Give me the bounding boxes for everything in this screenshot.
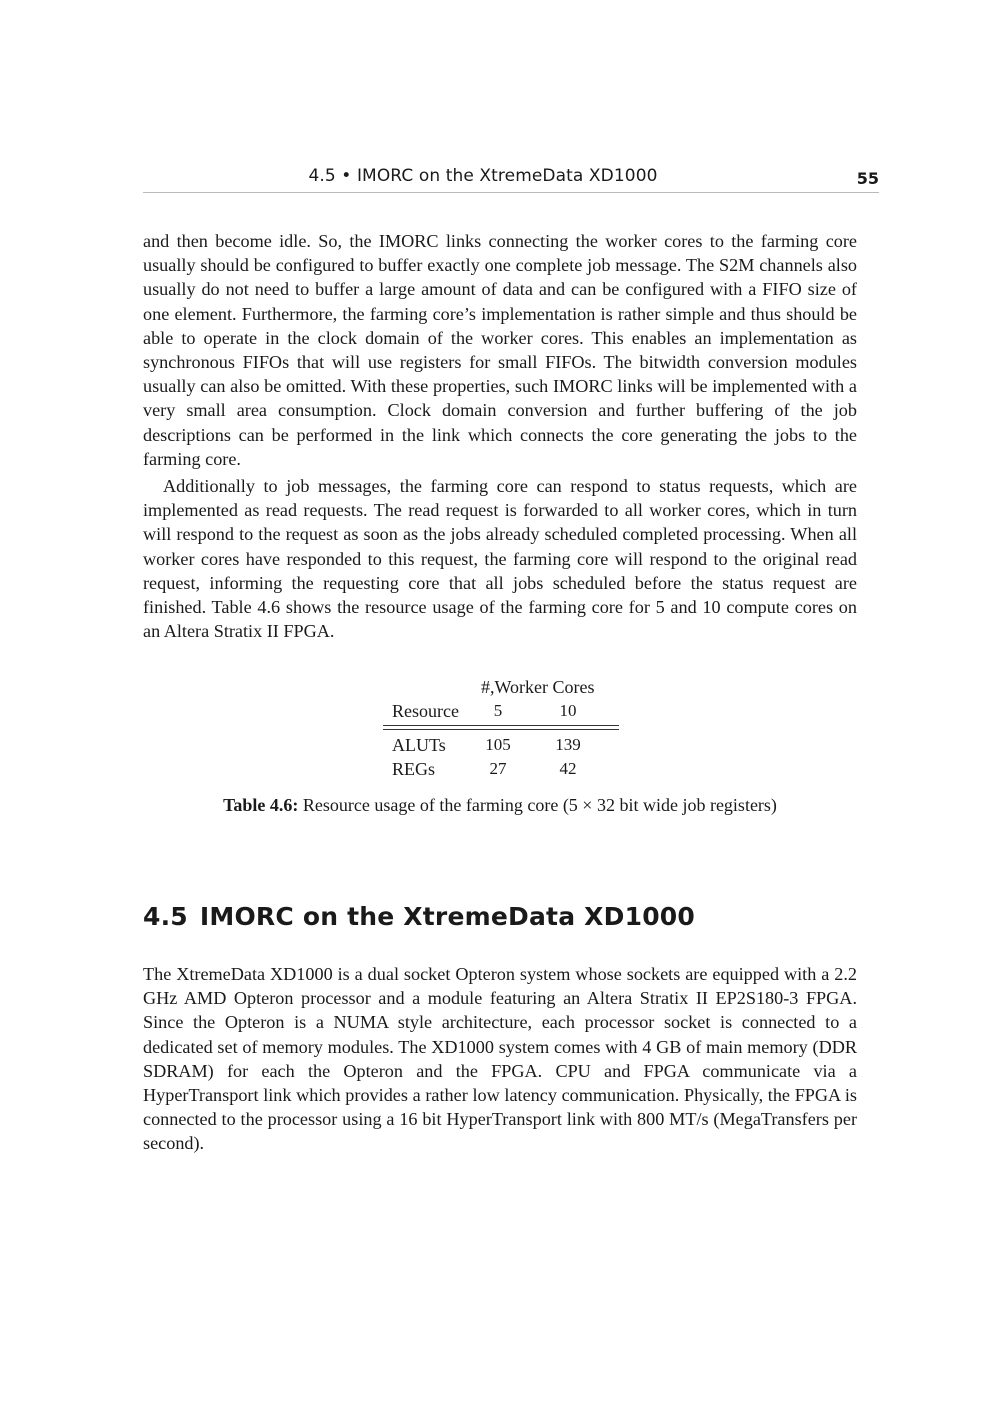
section-number: 4.5 xyxy=(143,902,188,931)
table-cell-resource: REGs xyxy=(392,759,436,779)
table-header-resource: Resource xyxy=(392,701,459,721)
table-header-row xyxy=(383,699,619,723)
resource-usage-table xyxy=(383,675,619,781)
table-caption-text: Resource usage of the farming core (5 × 32 bit wide job registers) xyxy=(302,795,777,815)
table-group-header: #,Worker Cores xyxy=(481,677,595,697)
page-number: 55 xyxy=(856,169,879,188)
table-cell-10: 42 xyxy=(559,759,577,778)
table-group-header-row xyxy=(383,675,619,699)
table-cell-5: 105 xyxy=(485,735,511,754)
table-double-rule xyxy=(383,725,619,730)
table-cell-10: 139 xyxy=(555,735,581,754)
running-header-title: 4.5 • IMORC on the XtremeData XD1000 xyxy=(308,166,658,186)
paragraph-2: Additionally to job messages, the farming core can respond to status requests, which are implemented as read requests. The read request is forwarded to all worker cores, which in turn will respond to the request as soon as the jobs already scheduled completed processing. When all worker cores have responded to this request, the farming core will respond to the original read request, informing the requesting core that all jobs scheduled before the status request are finished. Table 4.6 shows the resource usage of the farming core for 5 and 10 compute cores on an Altera Stratix II FPGA. xyxy=(143,476,857,642)
section-title: IMORC on the XtremeData XD1000 xyxy=(199,902,695,931)
running-header xyxy=(143,166,879,193)
paragraph-3: The XtremeData XD1000 is a dual socket Opteron system whose sockets are equipped with a 2.2 GHz AMD Opteron processor and a module featuring an Altera Stratix II EP2S180-3 FPGA. Since the Opteron is a NUMA style architecture, each processor socket is connected to a dedicated set of memory modules. The XD1000 system comes with 4 GB of main memory (DDR SDRAM) for each the Opteron and the FPGA. CPU and FPGA communicate via a HyperTransport link which provides a rather low latency communication. Physically, the FPGA is connected to the processor using a 16 bit HyperTransport link with 800 MT/s (MegaTransfers per second). xyxy=(143,964,857,1154)
paragraph-1: and then become idle. So, the IMORC links connecting the worker cores to the farming core usually should be configured to buffer exactly one complete job message. The S2M channels also usually do not need to buffer a large amount of data and can be configured with a FIFO size of one element. Furthermore, the farming core’s implementation is rather simple and thus should be able to operate in the clock domain of the worker cores. This enables an implementation as synchronous FIFOs that will use registers for small FIFOs. The bitwidth conversion modules usually can also be omitted. With these properties, such IMORC links will be implemented with a very small area consumption. Clock domain conversion and further buffering of the job descriptions can be performed in the link which connects the core generating the jobs to the farming core. xyxy=(143,231,857,469)
table-row xyxy=(383,757,619,781)
table-row xyxy=(383,733,619,757)
table-caption xyxy=(143,793,857,817)
table-header-10: 10 xyxy=(559,701,577,720)
table-header-5: 5 xyxy=(493,701,503,720)
table-cell-5: 27 xyxy=(489,759,507,778)
table-caption-label: Table 4.6: xyxy=(223,795,299,815)
section-heading xyxy=(143,902,695,931)
table-cell-resource: ALUTs xyxy=(392,735,446,755)
